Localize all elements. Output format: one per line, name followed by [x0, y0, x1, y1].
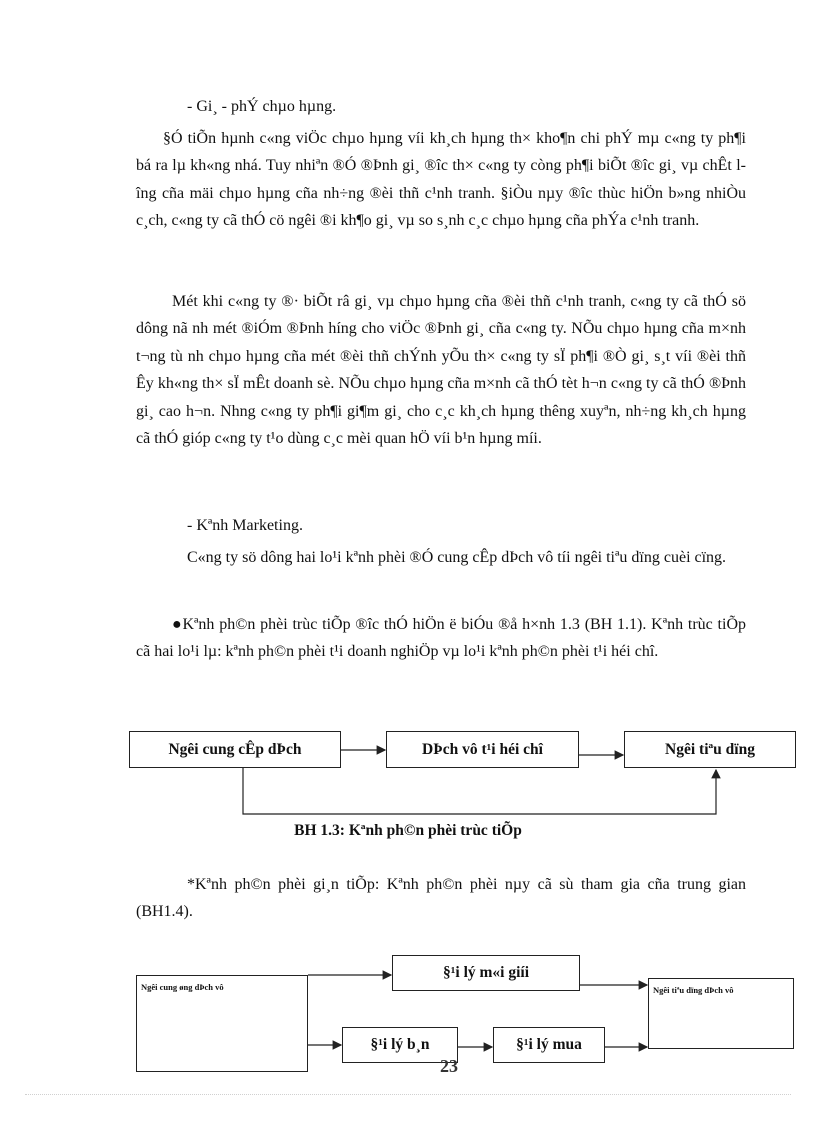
direct-box-consumer: Ngêi tiªu dïng — [624, 731, 796, 768]
paragraph-direct-channel: ●Kªnh ph©n phèi trùc tiÕp ®îc thÓ hiÖn ë biÓu ®å h×nh 1.3 (BH 1.1). Kªnh trùc tiÕp cã hai lo¹i lµ: kªnh ph©n phèi t¹i doanh nghiÖp vµ lo¹i kªnh ph©n phèi t¹i héi chî. — [136, 616, 746, 661]
heading-price-cost: - Gi¸ - phÝ chµo hµng. — [187, 98, 337, 115]
direct-box-provider: Ngêi cung cÊp dÞch — [129, 731, 341, 768]
direct-box-fair-service: DÞch vô t¹i héi chî — [386, 731, 579, 768]
indirect-box-selling-agent: §¹i lý b¸n — [342, 1027, 458, 1063]
indirect-box-broker: §¹i lý m«i giíi — [392, 955, 580, 991]
page-bottom-divider — [25, 1094, 791, 1095]
indirect-box-consumer: Ngêi tiªu dïng dÞch vô — [648, 978, 794, 1049]
direct-channel-caption: BH 1.3: Kªnh ph©n phèi trùc tiÕp — [294, 822, 522, 839]
paragraph-indirect-channel: *Kªnh ph©n phèi gi¸n tiÕp: Kªnh ph©n phèi nµy cã sù tham gia cña trung gian (BH1.4). — [136, 876, 746, 921]
heading-marketing-channel: - Kªnh Marketing. — [187, 517, 303, 534]
paragraph-pricing: §Ó tiÕn hµnh c«ng viÖc chµo hµng víi kh¸ch hµng th× kho¶n chi phÝ mµ c«ng ty ph¶i bá ra lµ kh«ng nhá. Tuy nhiªn ®Ó ®Þnh gi¸ ®îc th× c«ng ty còng ph¶i biÕt ®îc gi¸ vµ chÊt lîng cña mäi chµo hµng cña nh÷ng ®èi thñ c¹nh tranh. §iÒu nµy ®îc thùc hiÖn b»ng nhiÒu c¸ch, c«ng ty cã thÓ cö ngêi ®i kh¶o gi¸ vµ so s¸nh c¸c chµo hµng cña phÝa c¹nh tranh. — [136, 130, 746, 230]
page-number: 23 — [440, 1056, 458, 1076]
paragraph-competitor: Mét khi c«ng ty ®· biÕt râ gi¸ vµ chµo hµng cña ®èi thñ c¹nh tranh, c«ng ty cã thÓ sö dông nã nh mét ®iÓm ®Þnh híng cho viÖc ®Þnh gi¸ cña c«ng ty. NÕu chµo hµng cña m×nh t¬ng tù nh chµo hµng cña mét ®èi thñ chÝnh yÕu th× c«ng ty sÏ ph¶i ®Ò gi¸ s¸t víi ®èi thñ Êy kh«ng th× sÏ mÊt doanh sè. NÕu chµo hµng cña m×nh cã thÓ tèt h¬n c«ng ty cã thÓ ®Þnh gi¸ cao h¬n. Nhng c«ng ty ph¶i gi¶m gi¸ cho c¸c kh¸ch hµng thêng xuyªn, nh÷ng kh¸ch hµng cã thÓ gióp c«ng ty t¹o dùng c¸c mèi quan hÖ víi b¹n hµng míi. — [136, 293, 746, 448]
paragraph-channels: C«ng ty sö dông hai lo¹i kªnh phèi ®Ó cung cÊp dÞch vô tíi ngêi tiªu dïng cuèi cïng. — [187, 549, 727, 566]
indirect-box-buying-agent: §¹i lý mua — [493, 1027, 605, 1063]
arrow-direct-bypass — [243, 768, 716, 814]
indirect-box-provider: Ngêi cung øng dÞch vô — [136, 975, 308, 1072]
